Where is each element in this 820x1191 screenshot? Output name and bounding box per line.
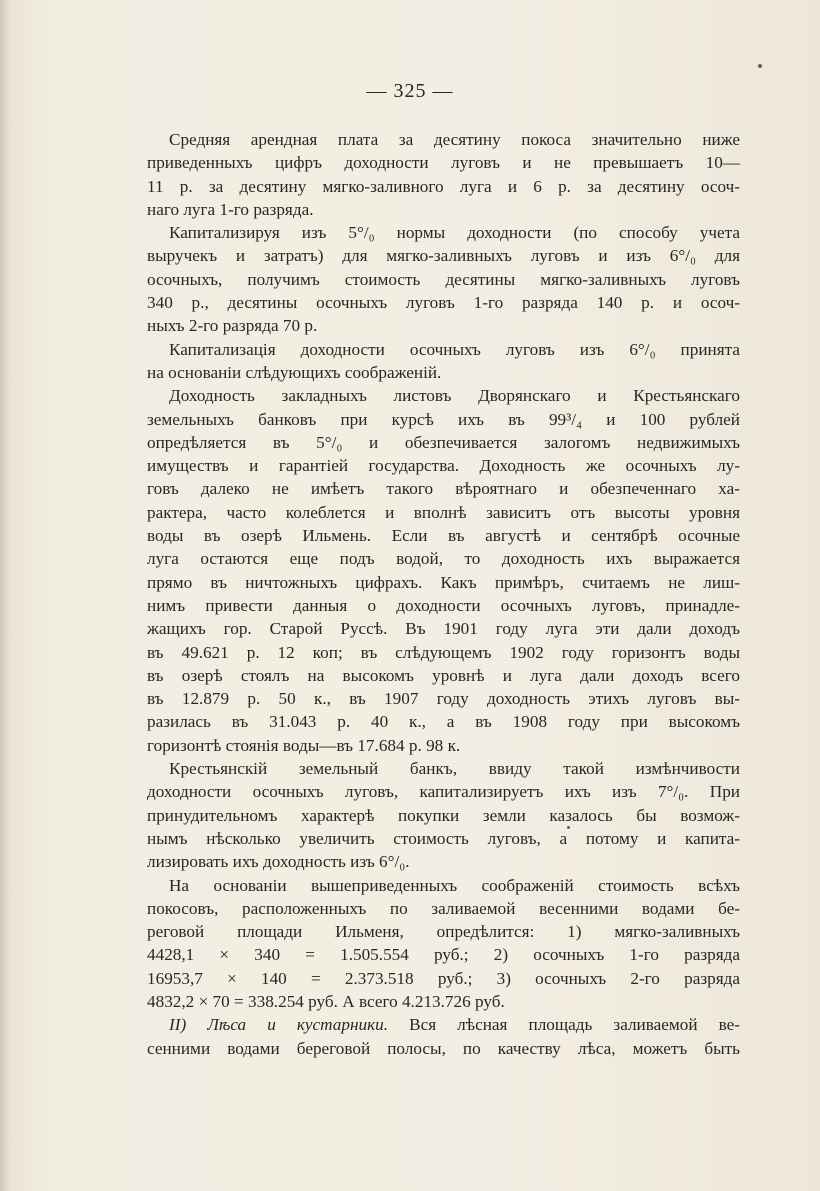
text-line: наго луга 1-го разряда. [147,199,314,219]
text-line: опредѣляется въ 5°/₀ и обезпечивается залогомъ недвижимыхъ [147,432,740,452]
paragraphs [147,128,740,1013]
text-line: Средняя арендная плата за десятину покоса значительно ниже [169,130,740,149]
paragraph [147,757,740,873]
text-line: на основаніи слѣдующихъ соображеній. [147,362,442,382]
print-speck [567,826,570,829]
text-line: нымъ нѣсколько увеличить стоимость луговъ, а потому и капита- [147,828,740,848]
paragraph [147,128,740,221]
text-line: горизонтѣ стоянія воды—въ 17.684 р. 98 к. [147,735,461,755]
paragraph-forests [147,1013,740,1060]
paragraph [147,874,740,1014]
text-line: лизировать ихъ доходность изъ 6°/₀. [147,852,410,872]
text-line: въ 49.621 р. 12 коп; въ слѣдующемъ 1902 году горизонтъ воды [147,642,740,662]
print-speck [758,64,762,68]
text-line: жащихъ гор. Старой Руссѣ. Въ 1901 году луга эти дали доходъ [147,619,740,639]
text-line: реговой площади Ильменя, опредѣлится: 1) мягко-заливныхъ [147,922,740,942]
text-line: луга остаются еще подъ водой, то доходность ихъ выражается [147,549,740,569]
text-line: въ озерѣ стоялъ на высокомъ уровнѣ и луга дали доходъ всего [147,665,740,685]
text-line: воды въ озерѣ Ильмень. Если въ августѣ и сентябрѣ осочные [147,526,740,546]
text-line: рактера, часто колеблется и вполнѣ зависитъ отъ высоты уровня [147,502,740,522]
text-line: 11 р. за десятину мягко-заливного луга и 6 р. за десятину осоч- [147,176,740,196]
text-line: сенними водами береговой полосы, по качеству лѣса, можетъ быть [147,1038,740,1058]
text-line: въ 12.879 р. 50 к., въ 1907 году доходность этихъ луговъ вы- [147,689,740,709]
text-line: 16953,7 × 140 = 2.373.518 руб.; 3) осочныхъ 2-го разряда [147,968,740,988]
text-line: 340 р., десятины осочныхъ луговъ 1-го разряда 140 р. и осоч- [147,293,740,313]
paragraph [147,221,740,337]
paragraph [147,338,740,385]
text-line: прямо въ ничтожныхъ цифрахъ. Какъ примѣръ, считаемъ не лиш- [147,572,740,592]
text-line: Доходность закладныхъ листовъ Дворянскаго и Крестьянскаго [169,386,740,406]
text-line: Капитализируя изъ 5°/₀ нормы доходности (по способу учета [169,223,740,243]
text-line: выручекъ и затратъ) для мягко-заливныхъ луговъ и изъ 6°/₀ для [147,246,740,266]
text-line: приведенныхъ цифръ доходности луговъ и не превышаетъ 10— [147,153,740,173]
text-line: ныхъ 2-го разряда 70 р. [147,316,318,336]
page-number: — 325 — [366,80,454,102]
text-line: доходности осочныхъ луговъ, капитализируетъ ихъ изъ 7°/₀. При [147,782,740,802]
section-heading: II) Лѣса и кустарники. [169,1015,389,1035]
body-text [147,128,740,1060]
text-line: Крестьянскій земельный банкъ, ввиду такой измѣнчивости [169,759,740,779]
text-line: имуществъ и гарантіей государства. Доходность же осочныхъ лу- [147,456,740,476]
text-line: покосовъ, расположенныхъ по заливаемой весенними водами бе- [147,898,740,918]
text-line-rest: Вся лѣсная площадь заливаемой ве- [409,1015,741,1035]
text-line: говъ далеко не имѣетъ такого вѣроятнаго и обезпеченнаго ха- [147,479,740,499]
text-line [147,1013,740,1036]
text-line: разилась въ 31.043 р. 40 к., а въ 1908 году при высокомъ [147,712,740,732]
text-line: осочныхъ, получимъ стоимость десятины мягко-заливныхъ луговъ [147,269,740,289]
text-line: нимъ привести данныя о доходности осочныхъ луговъ, принадле- [147,595,740,615]
text-line: На основаніи вышеприведенныхъ соображеній стоимость всѣхъ [169,875,740,895]
text-line: 4832,2 × 70 = 338.254 руб. А всего 4.213.726 руб. [147,991,505,1011]
text-line: земельныхъ банковъ при курсѣ ихъ въ 99³/₄ и 100 рублей [147,409,740,429]
text-line: принудительномъ характерѣ покупки земли казалось бы возмож- [147,805,740,825]
text-line: Капитализація доходности осочныхъ луговъ изъ 6°/₀ принята [169,339,740,359]
text-line: 4428,1 × 340 = 1.505.554 руб.; 2) осочныхъ 1-го разряда [147,945,740,965]
paragraph [147,384,740,757]
